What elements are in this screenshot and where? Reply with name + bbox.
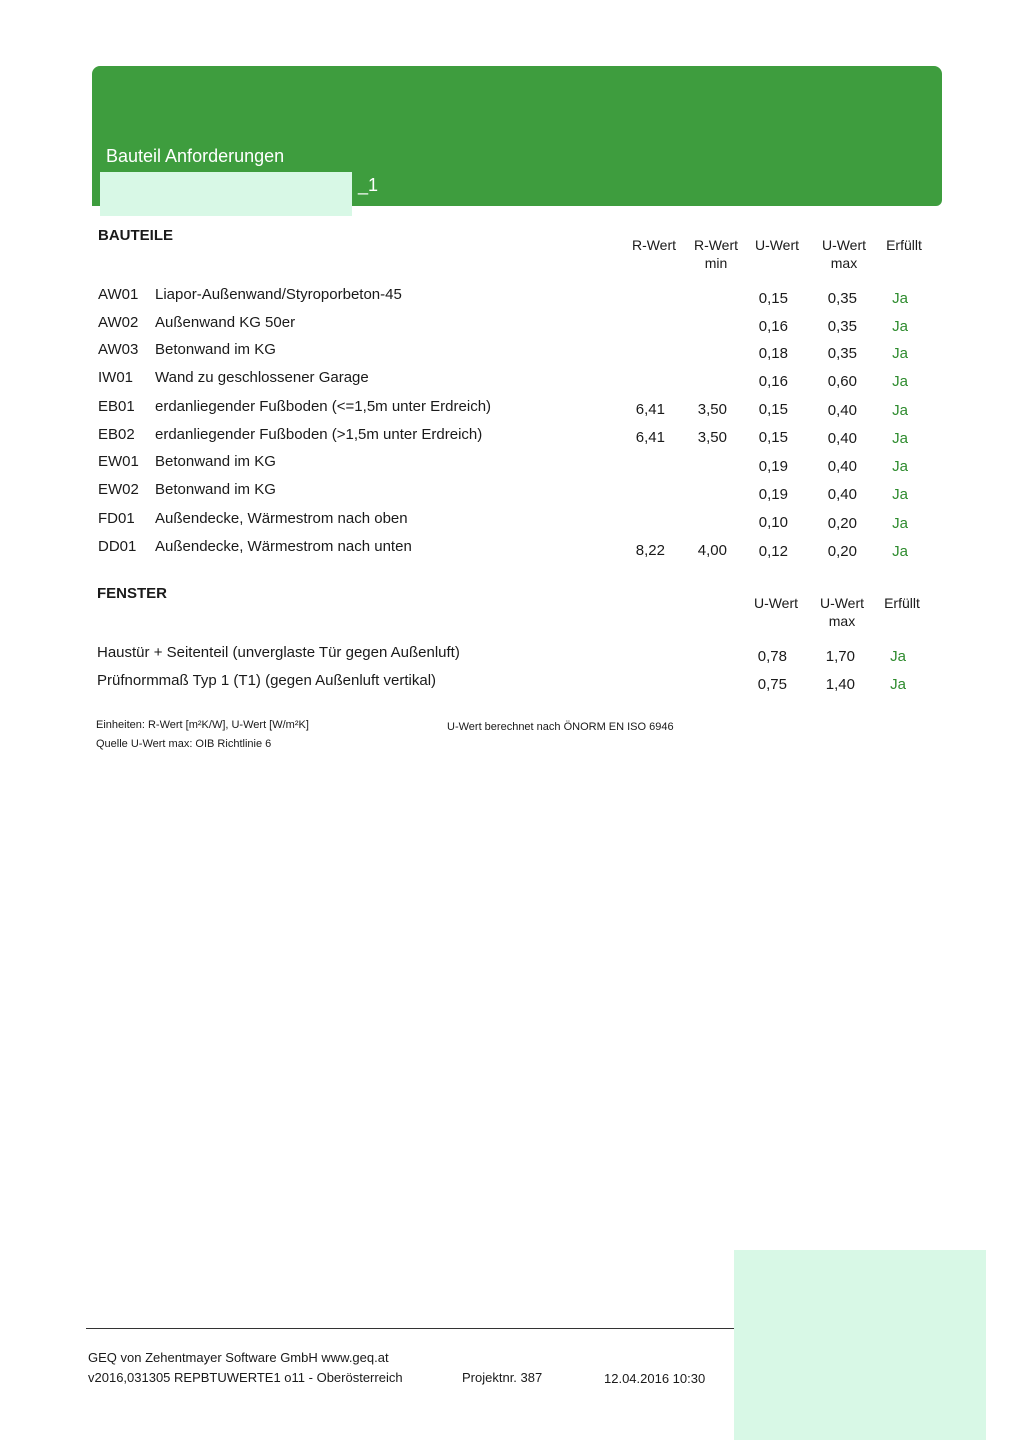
erfuellt-value: Ja [892,402,908,419]
bauteil-code: DD01 [98,538,137,555]
units-note: Einheiten: R-Wert [m²K/W], U-Wert [W/m²K] [96,719,309,731]
r-wert-value: 8,22 [635,542,665,559]
bauteil-name: Außendecke, Wärmestrom nach oben [155,510,408,527]
fenster-section-title: FENSTER [97,585,168,602]
bauteil-code: AW02 [98,314,139,331]
u-wert-value: 0,19 [758,458,788,475]
table-row [0,644,1024,668]
erfuellt-value: Ja [892,458,908,475]
u-wert-value: 0,12 [758,543,788,560]
r-wert-value: 6,41 [635,401,665,418]
bauteil-code: EW02 [98,481,139,498]
r-wert-min-value: 3,50 [697,429,727,446]
u-wert-max-value: 0,35 [827,345,857,362]
col-header-u-wert-max: U-Wert max [819,595,865,629]
u-wert-value: 0,15 [758,401,788,418]
table-row [0,341,1024,365]
redacted-stamp-area [734,1250,986,1440]
table-row [0,453,1024,477]
u-wert-value: 0,15 [758,429,788,446]
footer-divider [86,1328,734,1329]
bauteil-code: IW01 [98,369,134,386]
fenster-name: Prüfnormmaß Typ 1 (T1) (gegen Außenluft vertikal) [97,672,437,689]
u-wert-max-value: 1,70 [825,648,855,665]
bauteil-name: Außenwand KG 50er [155,314,296,331]
table-row [0,314,1024,338]
u-wert-max-value: 0,40 [827,458,857,475]
table-row [0,672,1024,696]
erfuellt-value: Ja [892,430,908,447]
u-wert-max-value: 0,60 [827,373,857,390]
table-row [0,286,1024,310]
erfuellt-value: Ja [892,543,908,560]
r-wert-min-value: 4,00 [697,542,727,559]
u-wert-max-value: 0,20 [827,543,857,560]
u-wert-value: 0,16 [758,373,788,390]
bauteil-name: Außendecke, Wärmestrom nach unten [155,538,412,555]
bauteil-name: Betonwand im KG [155,341,276,358]
u-wert-max-value: 0,40 [827,402,857,419]
page-title: Bauteil Anforderungen [106,146,285,166]
bauteil-name: erdanliegender Fußboden (<=1,5m unter Erdreich) [155,398,492,415]
bauteil-code: EB01 [98,398,135,415]
u-wert-max-value: 0,40 [827,430,857,447]
bauteil-code: AW03 [98,341,139,358]
u-wert-value: 0,18 [758,345,788,362]
table-row [0,538,1024,562]
u-wert-max-value: 1,40 [825,676,855,693]
bauteile-section-title: BAUTEILE [98,227,173,244]
bauteil-name: Wand zu geschlossener Garage [155,369,369,386]
table-row [0,369,1024,393]
redacted-project-name [100,172,352,216]
bauteil-code: EB02 [98,426,135,443]
erfuellt-value: Ja [890,648,906,665]
u-wert-value: 0,75 [757,676,787,693]
project-name-suffix: _1 [358,175,379,195]
bauteil-code: EW01 [98,453,139,470]
u-wert-value: 0,19 [758,486,788,503]
u-wert-value: 0,78 [757,648,787,665]
bauteil-name: Liapor-Außenwand/Styroporbeton-45 [155,286,402,303]
erfuellt-value: Ja [892,318,908,335]
erfuellt-value: Ja [892,486,908,503]
erfuellt-value: Ja [892,345,908,362]
bauteil-name: erdanliegender Fußboden (>1,5m unter Erdreich) [155,426,483,443]
col-header-r-wert-min: R-Wert min [693,237,739,271]
u-wert-max-value: 0,35 [827,290,857,307]
col-header-r-wert: R-Wert [631,237,677,253]
bauteil-name: Betonwand im KG [155,481,276,498]
erfuellt-value: Ja [892,373,908,390]
calculation-note: U-Wert berechnet nach ÖNORM EN ISO 6946 [447,721,674,733]
bauteil-code: FD01 [98,510,135,527]
col-header-erfuellt: Erfüllt [886,237,922,253]
u-wert-max-value: 0,35 [827,318,857,335]
footer-project-number: Projektnr. 387 [462,1370,543,1385]
erfuellt-value: Ja [890,676,906,693]
source-note: Quelle U-Wert max: OIB Richtlinie 6 [96,738,272,750]
u-wert-max-value: 0,20 [827,515,857,532]
table-row [0,398,1024,422]
u-wert-value: 0,10 [758,514,788,531]
table-row [0,510,1024,534]
col-header-u-wert-max: U-Wert max [821,237,867,271]
col-header-u-wert: U-Wert [754,237,800,253]
footer-version: v2016,031305 REPBTUWERTE1 o11 - Oberösterreich [88,1370,403,1385]
erfuellt-value: Ja [892,515,908,532]
fenster-name: Haustür + Seitenteil (unverglaste Tür gegen Außenluft) [97,644,460,661]
erfuellt-value: Ja [892,290,908,307]
col-header-u-wert: U-Wert [753,595,799,611]
u-wert-max-value: 0,40 [827,486,857,503]
col-header-erfuellt: Erfüllt [884,595,920,611]
r-wert-min-value: 3,50 [697,401,727,418]
footer-datetime: 12.04.2016 10:30 [604,1371,706,1386]
u-wert-value: 0,16 [758,318,788,335]
u-wert-value: 0,15 [758,290,788,307]
r-wert-value: 6,41 [635,429,665,446]
footer-company: GEQ von Zehentmayer Software GmbH www.geq.at [88,1350,389,1365]
table-row [0,426,1024,450]
bauteil-code: AW01 [98,286,139,303]
bauteil-name: Betonwand im KG [155,453,276,470]
table-row [0,481,1024,505]
